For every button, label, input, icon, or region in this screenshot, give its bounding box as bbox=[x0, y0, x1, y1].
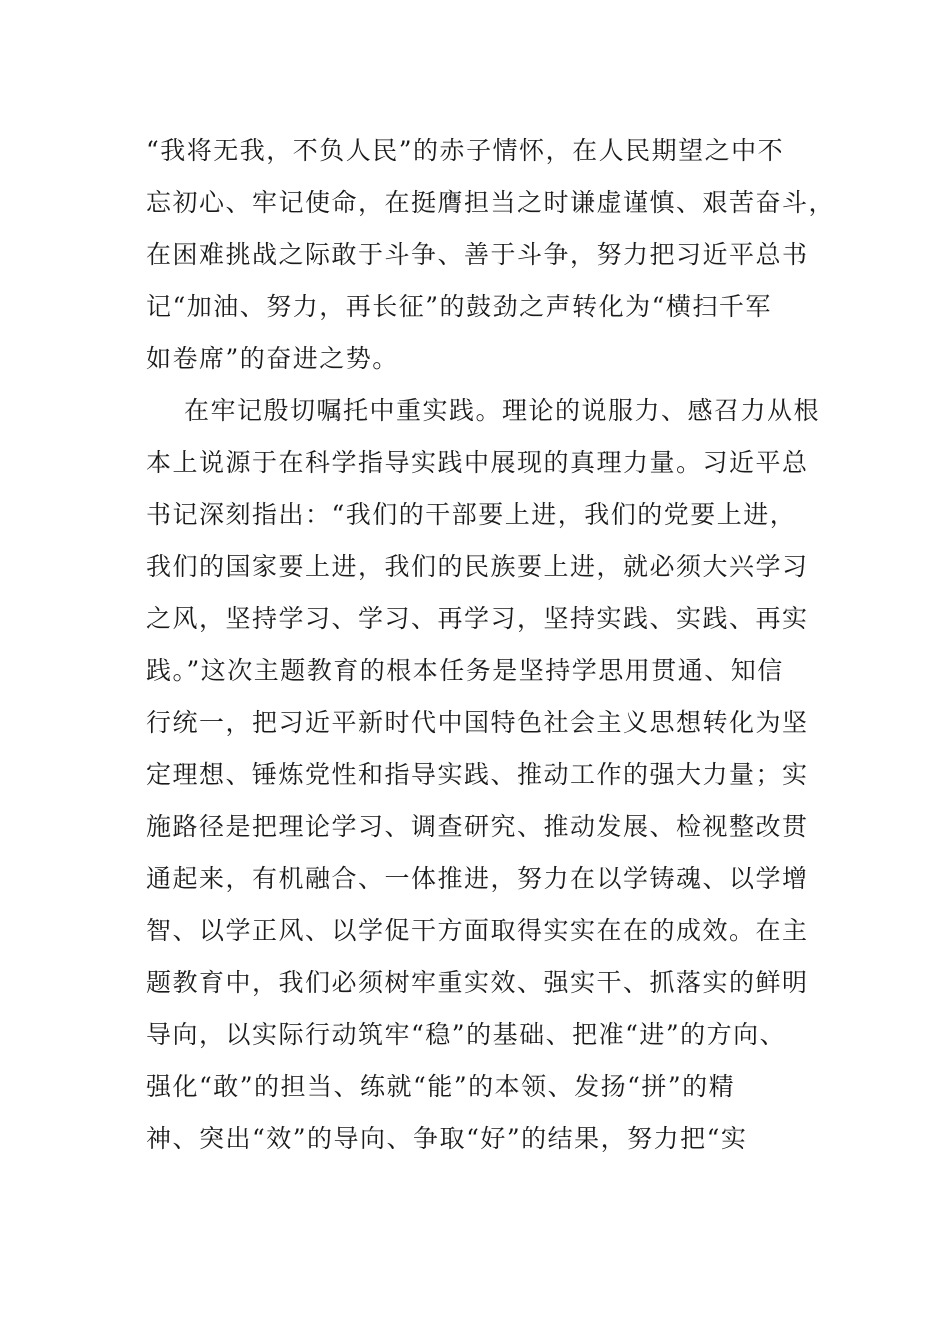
text-line: 之风，坚持学习、学习、再学习，坚持实践、实践、再实 bbox=[146, 604, 809, 633]
text-line: 神、突出“效”的导向、争取“好”的结果，努力把“实 bbox=[146, 1124, 748, 1153]
text-line-first: 在牢记殷切嘱托中重实践。理论的说服力、感召力从根 bbox=[184, 396, 821, 425]
text-line: 我们的国家要上进，我们的民族要上进，就必须大兴学习 bbox=[146, 552, 809, 581]
text-line: 在困难挑战之际敢于斗争、善于斗争，努力把习近平总书 bbox=[146, 240, 809, 269]
text-line: “我将无我，不负人民”的赤子情怀，在人民期望之中不 bbox=[146, 136, 785, 165]
paragraph-1 bbox=[146, 125, 836, 385]
text-line: 如卷席”的奋进之势。 bbox=[146, 344, 399, 373]
text-line: 强化“敢”的担当、练就“能”的本领、发扬“拼”的精 bbox=[146, 1072, 736, 1101]
text-line: 定理想、锤炼党性和指导实践、推动工作的强大力量；实 bbox=[146, 760, 809, 789]
text-line: 智、以学正风、以学促干方面取得实实在在的成效。在主 bbox=[146, 916, 809, 945]
text-line: 通起来，有机融合、一体推进，努力在以学铸魂、以学增 bbox=[146, 864, 809, 893]
text-line: 导向，以实际行动筑牢“稳”的基础、把准“进”的方向、 bbox=[146, 1020, 787, 1049]
text-line: 本上说源于在科学指导实践中展现的真理力量。习近平总 bbox=[146, 448, 809, 477]
text-line: 施路径是把理论学习、调查研究、推动发展、检视整改贯 bbox=[146, 812, 809, 841]
text-line: 书记深刻指出：“我们的干部要上进，我们的党要上进， bbox=[146, 500, 797, 529]
text-line: 践。”这次主题教育的根本任务是坚持学思用贯通、知信 bbox=[146, 656, 784, 685]
text-line: 记“加油、努力，再长征”的鼓劲之声转化为“横扫千军 bbox=[146, 292, 772, 321]
text-line: 行统一，把习近平新时代中国特色社会主义思想转化为坚 bbox=[146, 708, 809, 737]
text-line: 忘初心、牢记使命，在挺膺担当之时谦虚谨慎、艰苦奋斗， bbox=[146, 188, 836, 217]
text-line: 题教育中，我们必须树牢重实效、强实干、抓落实的鲜明 bbox=[146, 968, 809, 997]
paragraph-2 bbox=[146, 385, 821, 1165]
